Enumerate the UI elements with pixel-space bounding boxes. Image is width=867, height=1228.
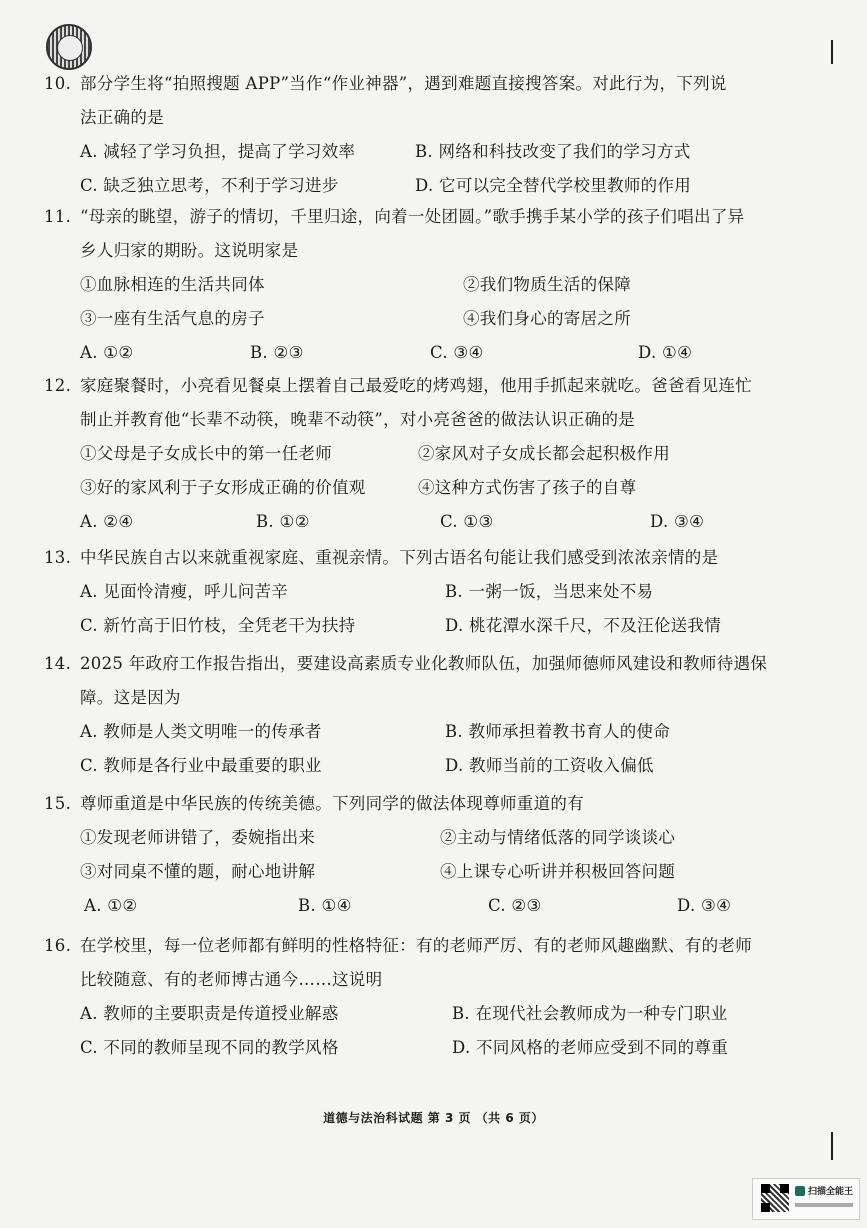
stem-line: 部分学生将“拍照搜题 APP”当作“作业神器”，遇到难题直接搜答案。对此行为，下列说 <box>80 74 727 93</box>
stem-line: 障。这是因为 <box>80 688 181 707</box>
option-c: C. 缺乏独立思考，不利于学习进步 <box>80 176 339 195</box>
question-15 <box>44 787 834 923</box>
scanner-badge-label: 扫描全能王 <box>808 1187 854 1197</box>
statement-4: ④我们身心的寄居之所 <box>463 309 631 328</box>
statement-4: ④这种方式伤害了孩子的自尊 <box>418 478 637 497</box>
stem-line: 乡人归家的期盼。这说明家是 <box>80 241 299 260</box>
statement-list <box>80 821 834 923</box>
choice-b: B. ①④ <box>298 896 352 915</box>
option-d: D. 桃花潭水深千尺，不及汪伦送我情 <box>445 616 722 635</box>
option-list <box>80 575 834 643</box>
option-d: D. 不同风格的老师应受到不同的尊重 <box>452 1038 729 1057</box>
stem-line: 2025 年政府工作报告指出，要建设高素质专业化教师队伍，加强师德师风建设和教师待遇保 <box>80 654 768 673</box>
choice-c: C. ①③ <box>440 512 494 531</box>
statement-3: ③一座有生活气息的房子 <box>80 309 265 328</box>
scanner-badge <box>752 1178 860 1220</box>
question-10 <box>44 67 834 203</box>
question-16 <box>44 929 834 1065</box>
statement-list <box>80 437 834 539</box>
option-b: B. 网络和科技改变了我们的学习方式 <box>415 142 691 161</box>
option-a: A. 教师是人类文明唯一的传承者 <box>80 722 322 741</box>
option-c: C. 不同的教师呈现不同的教学风格 <box>80 1038 339 1057</box>
question-number: 11. <box>44 207 72 226</box>
question-14 <box>44 647 834 783</box>
option-list <box>80 135 834 203</box>
page-footer: 道德与法治科试题 第 3 页 （共 6 页） <box>323 1111 544 1125</box>
statement-2: ②主动与情绪低落的同学谈谈心 <box>440 828 676 847</box>
choice-c: C. ③④ <box>430 343 484 362</box>
choice-d: D. ③④ <box>677 896 732 915</box>
question-stem <box>80 200 834 268</box>
choice-b: B. ②③ <box>250 343 304 362</box>
question-stem <box>80 369 834 437</box>
choice-a: A. ②④ <box>80 512 134 531</box>
stem-line: 制止并教育他“长辈不动筷，晚辈不动筷”，对小亮爸爸的做法认识正确的是 <box>80 410 636 429</box>
choice-c: C. ②③ <box>488 896 542 915</box>
statement-1: ①血脉相连的生活共同体 <box>80 275 265 294</box>
stem-line: 比较随意、有的老师博古通今……这说明 <box>80 970 383 989</box>
question-number: 14. <box>44 654 72 673</box>
option-b: B. 在现代社会教师成为一种专门职业 <box>452 1004 728 1023</box>
stem-line: 法正确的是 <box>80 108 164 127</box>
choice-d: D. ①④ <box>638 343 693 362</box>
question-12 <box>44 369 834 539</box>
edge-mark <box>831 40 833 64</box>
question-number: 10. <box>44 74 72 93</box>
option-d: D. 教师当前的工资收入偏低 <box>445 756 654 775</box>
badge-subtext <box>795 1203 853 1207</box>
stem-line: 家庭聚餐时，小亮看见餐桌上摆着自己最爱吃的烤鸡翅，他用手抓起来就吃。爸爸看见连忙 <box>80 376 752 395</box>
scanner-app-icon <box>795 1186 805 1196</box>
option-d: D. 它可以完全替代学校里教师的作用 <box>415 176 692 195</box>
statement-2: ②家风对子女成长都会起积极作用 <box>418 444 670 463</box>
qr-code-icon <box>761 1184 789 1212</box>
question-stem <box>80 929 834 997</box>
question-stem <box>80 541 834 575</box>
choice-a: A. ①② <box>84 896 138 915</box>
option-c: C. 教师是各行业中最重要的职业 <box>80 756 322 775</box>
question-stem <box>80 67 834 135</box>
statement-1: ①发现老师讲错了，委婉指出来 <box>80 828 316 847</box>
option-a: A. 教师的主要职责是传道授业解惑 <box>80 1004 339 1023</box>
option-list <box>80 997 834 1065</box>
option-b: B. 教师承担着教书育人的使命 <box>445 722 671 741</box>
statement-4: ④上课专心听讲并积极回答问题 <box>440 862 676 881</box>
question-stem <box>80 787 834 821</box>
statement-3: ③好的家风利于子女形成正确的价值观 <box>80 478 366 497</box>
choice-a: A. ①② <box>80 343 134 362</box>
stem-line: 在学校里，每一位老师都有鲜明的性格特征：有的老师严厉、有的老师风趣幽默、有的老师 <box>80 936 752 955</box>
option-a: A. 减轻了学习负担，提高了学习效率 <box>80 142 356 161</box>
option-b: B. 一粥一饭，当思来处不易 <box>445 582 654 601</box>
question-number: 15. <box>44 794 72 813</box>
question-number: 13. <box>44 548 72 567</box>
statement-2: ②我们物质生活的保障 <box>463 275 631 294</box>
stem-line: 中华民族自古以来就重视家庭、重视亲情。下列古语名句能让我们感受到浓浓亲情的是 <box>80 548 719 567</box>
statement-1: ①父母是子女成长中的第一任老师 <box>80 444 332 463</box>
option-c: C. 新竹高于旧竹枝，全凭老干为扶持 <box>80 616 356 635</box>
question-13 <box>44 541 834 643</box>
stem-line: 尊师重道是中华民族的传统美德。下列同学的做法体现尊师重道的有 <box>80 794 584 813</box>
choice-b: B. ①② <box>256 512 310 531</box>
statement-list <box>80 268 834 370</box>
statement-3: ③对同桌不懂的题，耐心地讲解 <box>80 862 316 881</box>
question-number: 12. <box>44 376 72 395</box>
question-11 <box>44 200 834 370</box>
question-number: 16. <box>44 936 72 955</box>
stem-line: “母亲的眺望，游子的情切，千里归途，向着一处团圆。”歌手携手某小学的孩子们唱出了异 <box>80 207 745 226</box>
edge-mark <box>831 1132 833 1160</box>
choice-d: D. ③④ <box>650 512 705 531</box>
school-seal-logo <box>46 24 92 70</box>
option-a: A. 见面怜清瘦，呼儿问苦辛 <box>80 582 289 601</box>
option-list <box>80 715 834 783</box>
question-stem <box>80 647 834 715</box>
